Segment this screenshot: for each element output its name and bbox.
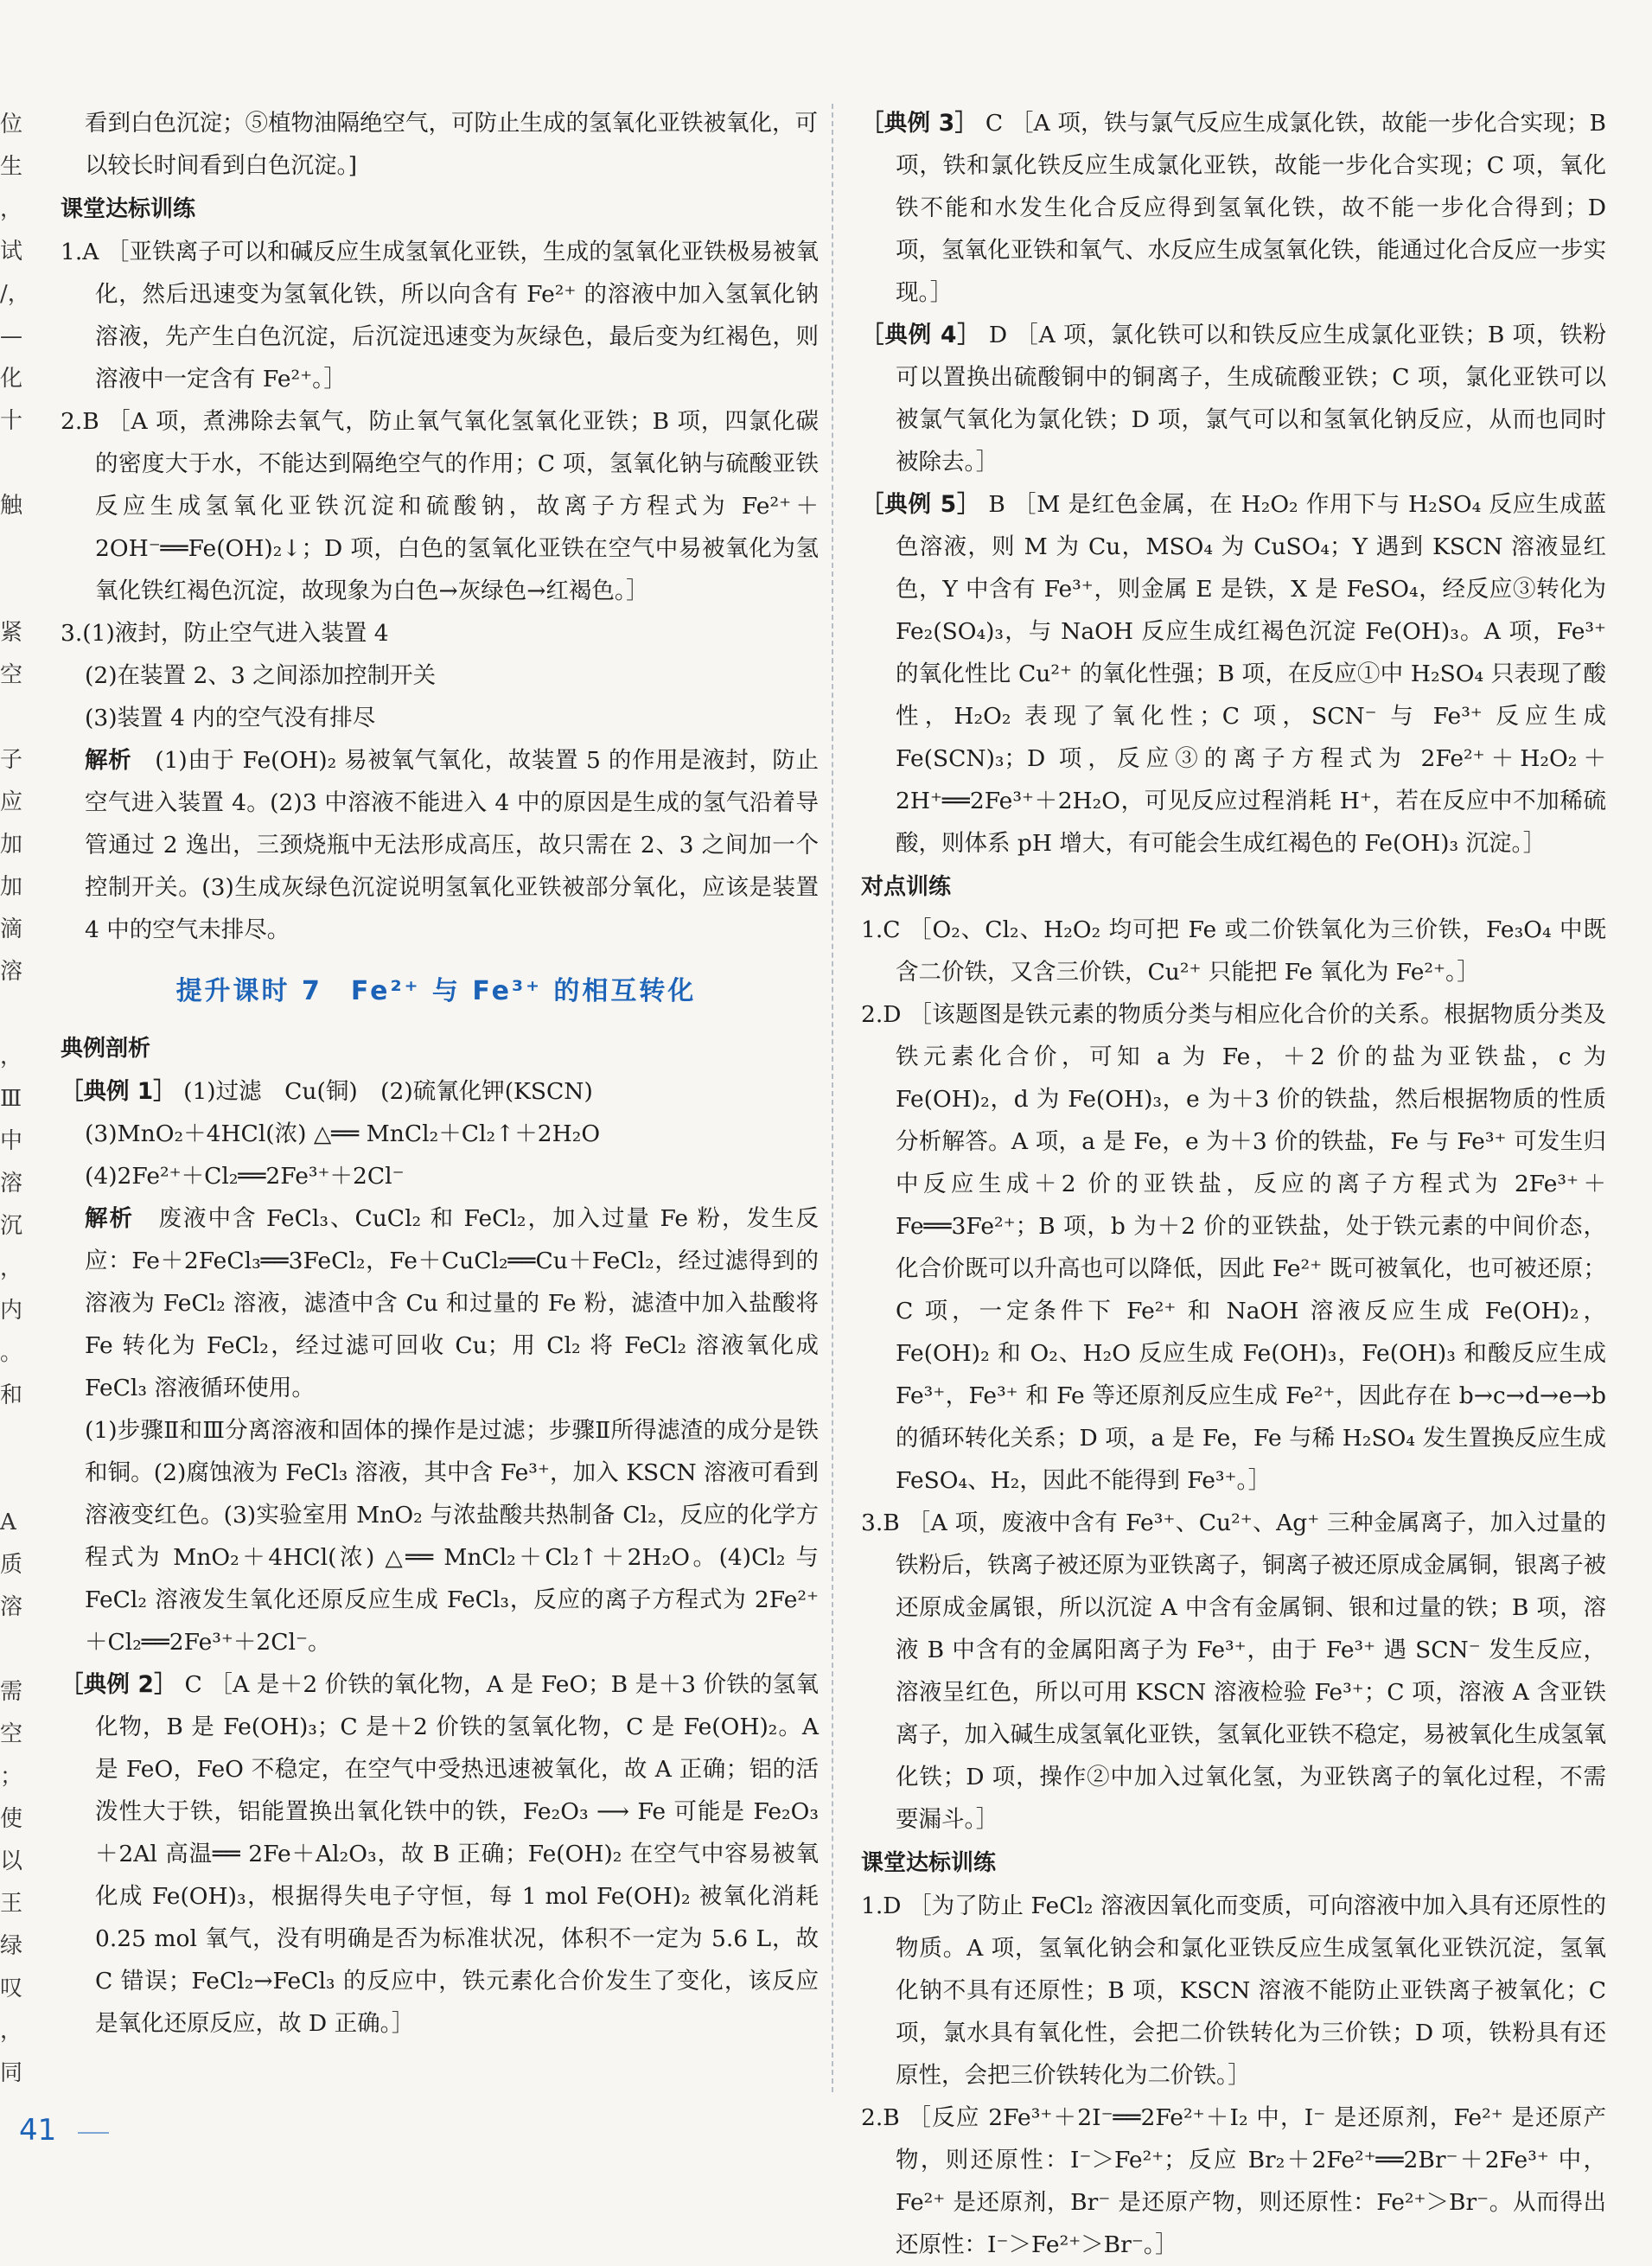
intro-line-2: 以较长时间看到白色沉淀。] <box>85 152 358 179</box>
edge-char: 以 <box>0 1848 23 1874</box>
drill-answer-2: 2.B ［反应 2Fe³⁺＋2I⁻══2Fe²⁺＋I₂ 中，I⁻ 是还原剂，Fe²⁺ 是还原产物，则还原性：I⁻＞Fe²⁺；反应 Br₂＋2Fe²⁺══2Br⁻＋2Fe³⁺ 中，Fe²⁺ 是还原剂，Br⁻ 是还原产物，则还原性：Fe²⁺＞Br⁻。从而得出还原性：I⁻＞Fe²⁺＞Br⁻。］ <box>861 2104 1606 2258</box>
right-column <box>854 102 1606 2266</box>
example-2-text: C ［A 是＋2 价铁的氧化物，A 是 FeO；B 是＋3 价铁的氢氧化物，B 是 Fe(OH)₃；C 是＋2 价铁的氢氧化物，C 是 Fe(OH)₂。A 是 FeO，FeO 不稳定，在空气中受热迅速被氧化，故 A 正确；铝的活泼性大于铁，铝能置换出氧化铁中的铁，Fe₂O₃ ⟶ Fe 可能是 Fe₂O₃＋2Al 高温══ 2Fe＋Al₂O₃，故 B 正确；Fe(OH)₂ 在空气中容易被氧化成 Fe(OH)₃，根据得失电子守恒，每 1 mol Fe(OH)₂ 被氧化消耗 0.25 mol 氧气，没有明确是否为标准状况，体积不一定为 5.6 L，故 C 错误；FeCl₂→FeCl₃ 的反应中，铁元素化合价发生了变化，该反应是氧化还原反应，故 D 正确。］ <box>95 1671 819 2037</box>
edge-char: 需 <box>0 1679 23 1705</box>
analysis-tag: 解析 <box>85 747 132 774</box>
example-1-answer-b: (3)MnO₂＋4HCl(浓) △══ MnCl₂＋Cl₂↑＋2H₂O <box>85 1120 601 1147</box>
section-heading-practice: 对点训练 <box>861 874 952 900</box>
example-3-text: C ［A 项，铁与氯气反应生成氯化铁，故能一步化合实现；B 项，铁和氯化铁反应生成氯化亚铁，故能一步化合实现；C 项，氧化铁不能和水发生化合反应得到氢氧化铁，故不能一步化合得到；D 项，氢氧化亚铁和氧气、水反应生成氢氧化铁，能通过化合反应一步实现。］ <box>896 110 1606 306</box>
edge-char: 溶 <box>0 1594 23 1620</box>
edge-char <box>0 527 24 570</box>
example-1-answer-c: (4)2Fe²⁺＋Cl₂══2Fe³⁺＋2Cl⁻ <box>85 1163 405 1190</box>
edge-char <box>0 443 24 485</box>
edge-char: ， <box>0 1255 23 1281</box>
edge-char: 溶 <box>0 1171 23 1197</box>
analysis-tag: 解析 <box>85 1205 135 1232</box>
analysis-text: (1)由于 Fe(OH)₂ 易被氧气氧化，故装置 5 的作用是液封，防止空气进入装置 4。(2)3 中溶液不能进入 4 中的原因是生成的氢气沿着导管通过 2 逸出，三颈烧瓶中无法形成高压，故只需在 2、3 之间加一个控制开关。(3)生成灰绿色沉淀说明氢氧化亚铁被部分氧化，应该是装置 4 中的空气未排尽。 <box>85 747 819 943</box>
edge-char <box>0 1459 24 1502</box>
previous-page-edge-text <box>0 104 30 2101</box>
example-1 <box>61 1070 819 1113</box>
edge-char: /， <box>0 281 30 307</box>
edge-char: 同 <box>0 2060 23 2086</box>
example-5-text: B ［M 是红色金属，在 H₂O₂ 作用下与 H₂SO₄ 反应生成蓝色溶液，则 M 为 Cu，MSO₄ 为 CuSO₄；Y 遇到 KSCN 溶液显红色，Y 中含有 Fe³⁺，则金属 E 是铁，X 是 FeSO₄，经反应③转化为 Fe₂(SO₄)₃，与 NaOH 反应生成红褐色沉淀 Fe(OH)₃。A 项，Fe³⁺ 的氧化性比 Cu²⁺ 的氧化性强；B 项，在反应①中 H₂SO₄ 只表现了酸性，H₂O₂ 表现了氧化性；C 项，SCN⁻ 与 Fe³⁺ 反应生成 Fe(SCN)₃；D 项，反应③的离子方程式为 2Fe²⁺＋H₂O₂＋2H⁺══2Fe³⁺＋2H₂O，可见反应过程消耗 H⁺，若在反应中不加稀硫酸，则体系 pH 增大，有可能会生成红褐色的 Fe(OH)₃ 沉淀。］ <box>896 491 1606 857</box>
example-5 <box>861 483 1606 865</box>
example-3-tag: ［典例 3］ <box>861 110 979 137</box>
edge-char: Ⅲ <box>0 1086 22 1112</box>
practice-3: 3.B ［A 项，废液中含有 Fe³⁺、Cu²⁺、Ag⁺ 三种金属离子，加入过量的铁粉后，铁离子被还原为亚铁离子，铜离子被还原成金属铜，银离子被还原成金属银，所以沉淀 A 中含有金属铜、银和过量的铁；B 项，溶液 B 中含有的金属阳离子为 Fe³⁺，由于 Fe³⁺ 遇 SCN⁻ 发生反应，溶液呈红色，所以可用 KSCN 溶液检验 Fe³⁺；C 项，溶液 A 含亚铁离子，加入碱生成氢氧化亚铁，氢氧化亚铁不稳定，易被氧化生成氢氧化铁；D 项，操作②中加入过氧化氢，为亚铁离子的氧化过程，不需要漏斗。］ <box>861 1510 1606 1833</box>
edge-char: A <box>0 1510 16 1535</box>
example-1-tag: ［典例 1］ <box>61 1078 176 1105</box>
edge-char: 生 <box>0 154 23 180</box>
left-column <box>54 102 819 2045</box>
edge-char: 化 <box>0 366 23 392</box>
edge-char: 使 <box>0 1806 23 1832</box>
edge-char: 内 <box>0 1298 23 1324</box>
drill-answer-1: 1.D ［为了防止 FeCl₂ 溶液因氧化而变质，可向溶液中加入具有还原性的物质。A 项，氢氧化钠会和氯化亚铁反应生成氢氧化亚铁沉淀，氢氧化钠不具有还原性；B 项，KSCN 溶液不能防止亚铁离子被氧化；C 项，氯水具有氧化性，会把二价铁转化为三价铁；D 项，铁粉具有还原性，会把三价铁转化为二价铁。］ <box>861 1893 1606 2089</box>
section-heading-drill: 课堂达标训练 <box>61 196 196 222</box>
edge-char: 加 <box>0 874 23 900</box>
edge-char <box>0 570 24 612</box>
edge-char: ， <box>0 2018 23 2044</box>
practice-2: 2.D ［该题图是铁元素的物质分类与相应化合价的关系。根据物质分类及铁元素化合价，可知 a 为 Fe，＋2 价的盐为亚铁盐，c 为 Fe(OH)₂，d 为 Fe(OH)₃，e 为＋3 价的铁盐，然后根据物质的性质分析解答。A 项，a 是 Fe，e 为＋3 价的铁盐，Fe 与 Fe³⁺ 可发生归中反应生成＋2 价的亚铁盐，反应的离子方程式为 2Fe³⁺＋Fe══3Fe²⁺；B 项，b 为＋2 价的亚铁盐，处于铁元素的中间价态，化合价既可以升高也可以降低，因此 Fe²⁺ 既可被氧化，也可被还原；C 项，一定条件下 Fe²⁺ 和 NaOH 溶液反应生成 Fe(OH)₂，Fe(OH)₂ 和 O₂、H₂O 反应生成 Fe(OH)₃，Fe(OH)₃ 和酸反应生成 Fe³⁺，Fe³⁺ 和 Fe 等还原剂反应生成 Fe²⁺，因此存在 b→c→d→e→b 的循环转化关系；D 项，a 是 Fe，Fe 与稀 H₂SO₄ 发生置换反应生成 FeSO₄、H₂，因此不能得到 Fe³⁺。］ <box>861 1001 1606 1494</box>
edge-char: 空 <box>0 1721 23 1747</box>
answer-3-analysis <box>85 739 819 951</box>
example-1-analysis-2: (1)步骤Ⅱ和Ⅲ分离溶液和固体的操作是过滤；步骤Ⅱ所得滤渣的成分是铁和铜。(2)腐蚀液为 FeCl₃ 溶液，其中含 Fe³⁺，加入 KSCN 溶液可看到溶液变红色。(3)实验室用 MnO₂ 与浓盐酸共热制备 Cl₂，反应的化学方程式为 MnO₂＋4HCl(浓) △══ MnCl₂＋Cl₂↑＋2H₂O。(4)Cl₂ 与 FeCl₂ 溶液发生氧化还原反应生成 FeCl₃，反应的离子方程式为 2Fe²⁺＋Cl₂══2Fe³⁺＋2Cl⁻。 <box>85 1417 819 1656</box>
intro-line-1: 看到白色沉淀；⑤植物油隔绝空气，可防止生成的氢氧化亚铁被氧化，可 <box>85 110 818 137</box>
example-4-text: D ［A 项，氯化铁可以和铁反应生成氯化亚铁；B 项，铁粉可以置换出硫酸铜中的铜离子，生成硫酸亚铁；C 项，氯化亚铁可以被氯气氧化为氯化铁；D 项，氯气可以和氢氧化钠反应，从而也同时被除去。］ <box>896 322 1606 476</box>
section-heading-drill-2: 课堂达标训练 <box>861 1850 997 1876</box>
edge-char: — <box>0 323 22 349</box>
edge-char: 位 <box>0 112 23 137</box>
example-3 <box>861 102 1606 314</box>
example-5-tag: ［典例 5］ <box>861 491 981 518</box>
edge-char: ； <box>0 1764 23 1790</box>
lesson-title: 提升课时 7 Fe²⁺ 与 Fe³⁺ 的相互转化 <box>175 976 697 1006</box>
edge-char <box>0 697 24 739</box>
answer-1: 1.A ［亚铁离子可以和碱反应生成氢氧化亚铁，生成的氢氧化亚铁极易被氧化，然后迅速变为氢氧化铁，所以向含有 Fe²⁺ 的溶液中加入氢氧化钠溶液，先产生白色沉淀，后沉淀迅速变为灰绿色，最后变为红褐色，则溶液中一定含有 Fe²⁺。］ <box>61 239 819 393</box>
edge-char: 中 <box>0 1128 23 1154</box>
answer-3-part-1: 3.(1)液封，防止空气进入装置 4 <box>61 620 389 647</box>
example-1-answer-a: (1)过滤 Cu(铜) (2)硫氰化钾(KSCN) <box>183 1078 593 1105</box>
practice-1: 1.C ［O₂、Cl₂、H₂O₂ 均可把 Fe 或二价铁氧化为三价铁，Fe₃O₄ 中既含二价铁，又含三价铁，Cu²⁺ 只能把 Fe 氧化为 Fe²⁺。］ <box>861 916 1606 986</box>
edge-char: 应 <box>0 789 23 815</box>
edge-char: 沉 <box>0 1213 23 1239</box>
edge-char: 空 <box>0 662 23 688</box>
example-2-tag: ［典例 2］ <box>61 1671 177 1698</box>
example-2 <box>61 1663 819 2045</box>
example-4 <box>861 314 1606 483</box>
edge-char: 触 <box>0 493 23 519</box>
edge-char: 滴 <box>0 916 23 942</box>
edge-char: ， <box>0 1044 23 1069</box>
edge-char: 紧 <box>0 620 23 646</box>
example-4-tag: ［典例 4］ <box>861 322 981 348</box>
page-number-rule <box>78 2132 109 2134</box>
analysis-text: 废液中含 FeCl₃、CuCl₂ 和 FeCl₂，加入过量 Fe 粉，发生反应：Fe＋2FeCl₃══3FeCl₂，Fe＋CuCl₂══Cu＋FeCl₂，经过滤得到的溶液为 FeCl₂ 溶液，滤渣中含 Cu 和过量的 Fe 粉，滤渣中加入盐酸将 Fe 转化为 FeCl₂，经过滤可回收 Cu；用 Cl₂ 将 FeCl₂ 溶液氧化成 FeCl₃ 溶液循环使用。 <box>85 1205 820 1401</box>
edge-char: 十 <box>0 408 23 434</box>
answer-3-part-3: (3)装置 4 内的空气没有排尽 <box>85 705 376 731</box>
edge-char <box>0 1417 24 1459</box>
column-divider <box>832 104 833 2092</box>
edge-char: 和 <box>0 1382 23 1408</box>
edge-char: 子 <box>0 747 23 773</box>
edge-char: 试 <box>0 239 23 265</box>
answer-2: 2.B ［A 项，煮沸除去氧气，防止氧气氧化氢氧化亚铁；B 项，四氯化碳的密度大于水，不能达到隔绝空气的作用；C 项，氢氧化钠与硫酸亚铁反应生成氢氧化亚铁沉淀和硫酸钠，故离子方程式为 Fe²⁺＋2OH⁻══Fe(OH)₂↓；D 项，白色的氢氧化亚铁在空气中易被氧化为氢氧化铁红褐色沉淀，故现象为白色→灰绿色→红褐色。］ <box>61 408 819 604</box>
edge-char: 绿 <box>0 1933 23 1959</box>
example-1-analysis <box>85 1197 819 1409</box>
answer-3-part-2: (2)在装置 2、3 之间添加控制开关 <box>85 662 437 689</box>
edge-char: 。 <box>0 1340 23 1366</box>
edge-char: 加 <box>0 832 23 858</box>
edge-char <box>0 1629 24 1671</box>
edge-char: 质 <box>0 1552 23 1578</box>
edge-char: 叹 <box>0 1976 23 2001</box>
edge-char: ， <box>0 196 23 222</box>
edge-char: 王 <box>0 1891 23 1917</box>
page-number: 41 <box>19 2113 57 2148</box>
edge-char: 溶 <box>0 959 23 985</box>
section-heading-examples: 典例剖析 <box>61 1036 151 1062</box>
edge-char <box>0 993 24 1036</box>
